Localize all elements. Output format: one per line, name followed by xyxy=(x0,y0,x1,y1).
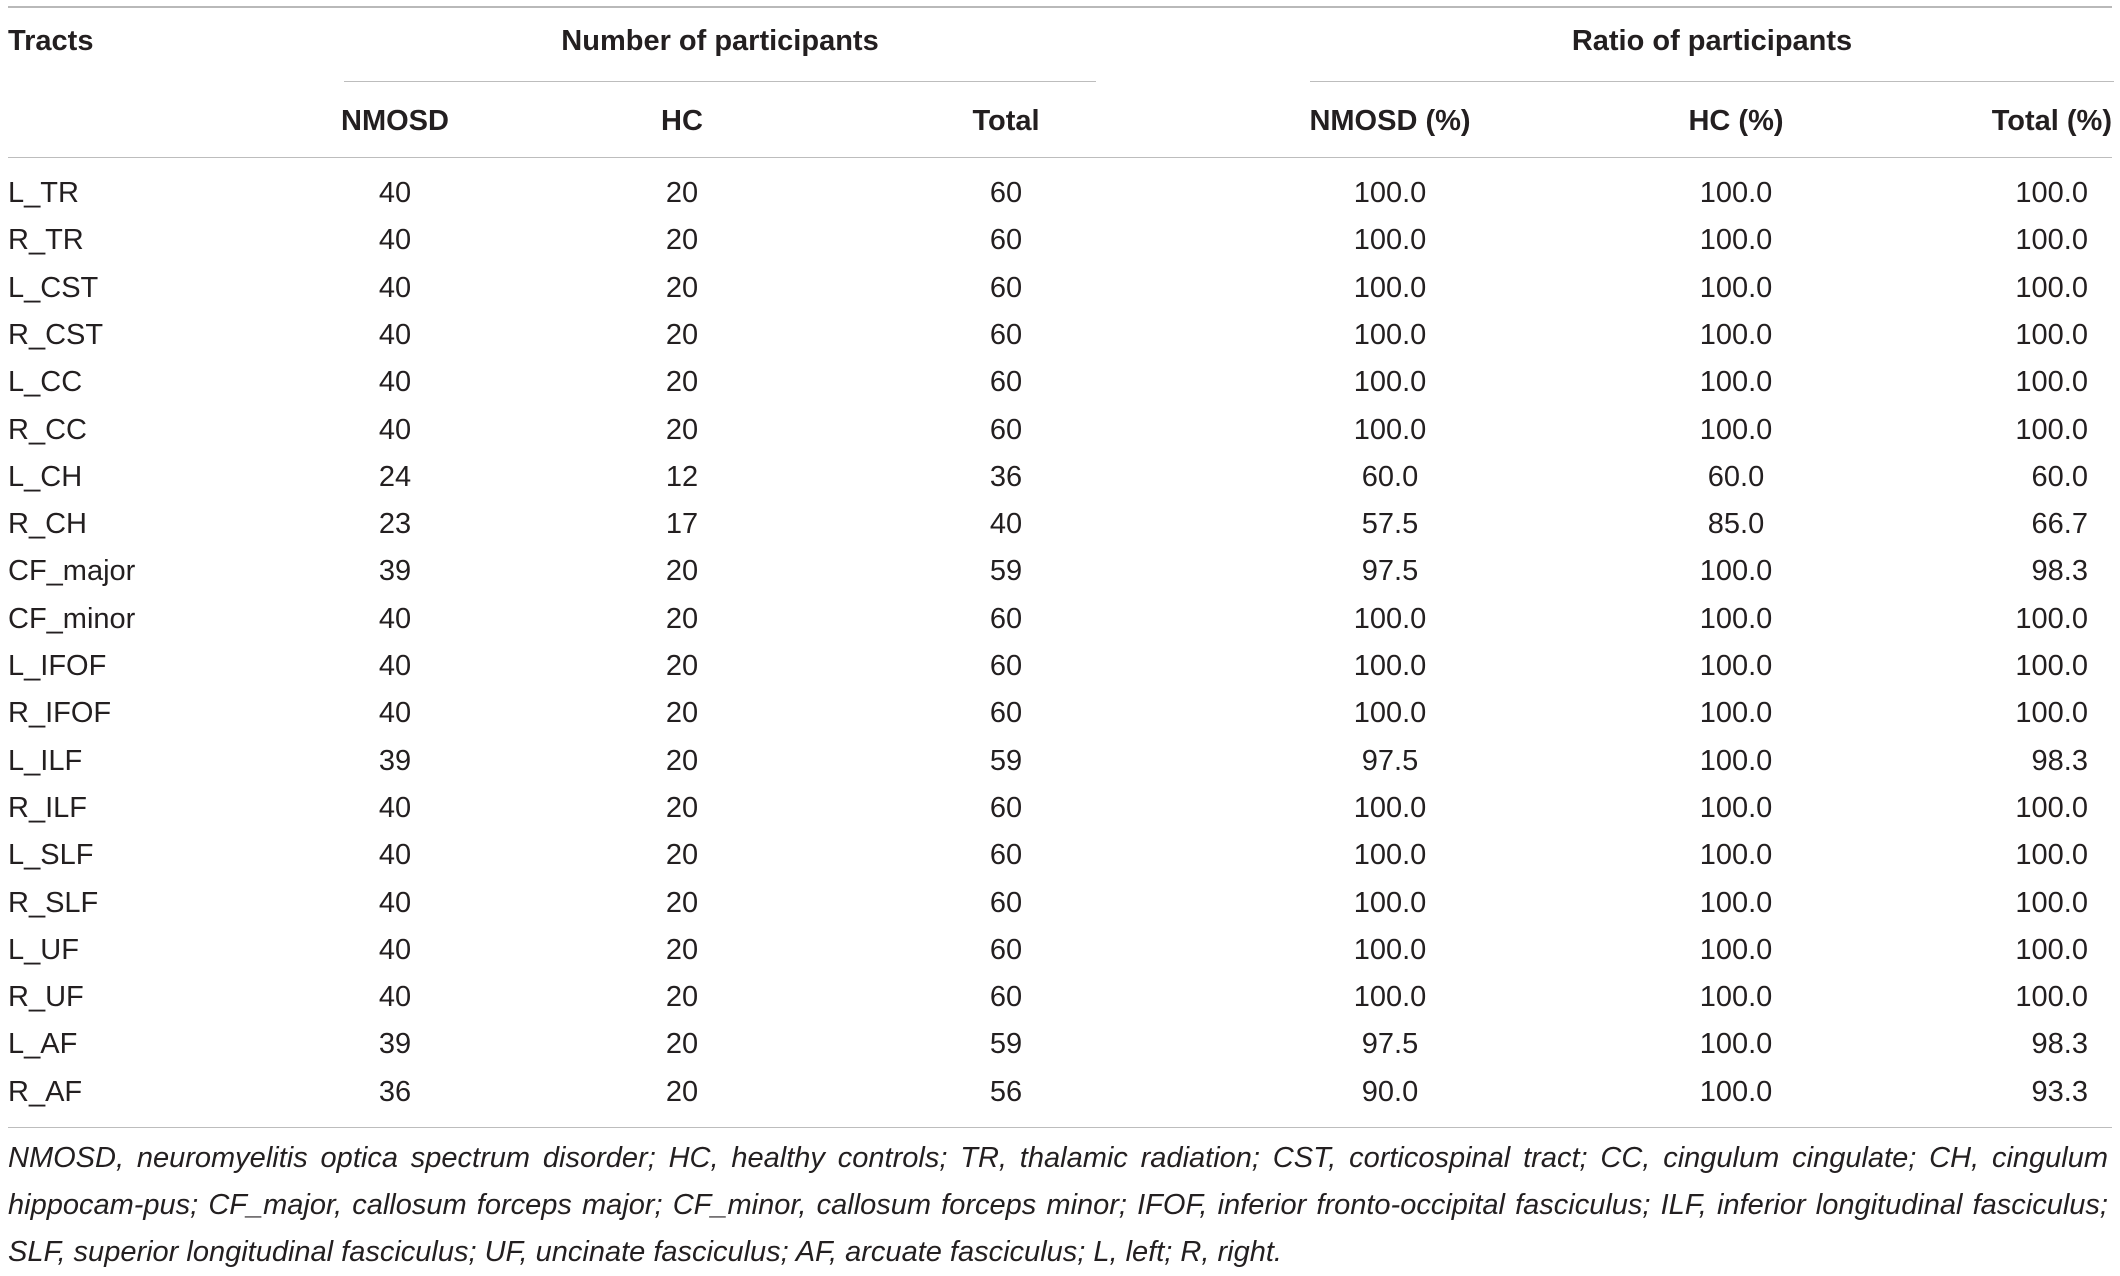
cell-nmosd-percent: 97.5 xyxy=(1361,555,1419,587)
cell-nmosd: 40 xyxy=(378,650,412,682)
cell-tract: CF_major xyxy=(8,555,136,587)
cell-nmosd-percent: 100.0 xyxy=(1353,224,1427,256)
cell-tract: R_AF xyxy=(8,1076,83,1108)
cell-hc: 20 xyxy=(665,1028,699,1060)
cell-tract: R_IFOF xyxy=(8,697,112,729)
header-number-of-participants: Number of participants xyxy=(561,25,879,57)
cell-total-percent: 100.0 xyxy=(2015,414,2088,446)
cell-total-percent: 66.7 xyxy=(2031,508,2088,540)
cell-nmosd: 40 xyxy=(378,272,412,304)
cell-nmosd: 40 xyxy=(378,981,412,1013)
cell-total: 36 xyxy=(989,461,1023,493)
cell-tract: R_ILF xyxy=(8,792,87,824)
cell-total-percent: 100.0 xyxy=(2015,697,2088,729)
cell-total: 60 xyxy=(989,792,1023,824)
cell-total-percent: 100.0 xyxy=(2015,366,2088,398)
header-total-percent: Total (%) xyxy=(1991,105,2112,137)
cell-hc: 20 xyxy=(665,366,699,398)
header-hc-percent: HC (%) xyxy=(1688,105,1784,137)
cell-hc-percent: 100.0 xyxy=(1699,272,1773,304)
cell-hc: 20 xyxy=(665,555,699,587)
cell-nmosd-percent: 100.0 xyxy=(1353,792,1427,824)
cell-nmosd-percent: 100.0 xyxy=(1353,414,1427,446)
cell-hc-percent: 100.0 xyxy=(1699,697,1773,729)
cell-hc: 20 xyxy=(665,697,699,729)
cell-nmosd: 40 xyxy=(378,319,412,351)
cell-total: 60 xyxy=(989,224,1023,256)
cell-hc-percent: 100.0 xyxy=(1699,366,1773,398)
cell-total: 59 xyxy=(989,1028,1023,1060)
table-bottom-rule xyxy=(8,1127,2112,1128)
cell-tract: R_CST xyxy=(8,319,104,351)
cell-total-percent: 100.0 xyxy=(2015,319,2088,351)
cell-tract: L_CC xyxy=(8,366,83,398)
cell-total-percent: 100.0 xyxy=(2015,224,2088,256)
cell-nmosd: 40 xyxy=(378,177,412,209)
cell-tract: CF_minor xyxy=(8,603,136,635)
cell-total-percent: 98.3 xyxy=(2031,555,2088,587)
cell-hc: 20 xyxy=(665,177,699,209)
cell-total-percent: 100.0 xyxy=(2015,603,2088,635)
cell-total-percent: 60.0 xyxy=(2031,461,2088,493)
cell-hc: 12 xyxy=(665,461,699,493)
cell-nmosd-percent: 100.0 xyxy=(1353,366,1427,398)
cell-nmosd-percent: 57.5 xyxy=(1361,508,1419,540)
cell-tract: L_UF xyxy=(8,934,79,966)
cell-total-percent: 100.0 xyxy=(2015,650,2088,682)
cell-hc: 20 xyxy=(665,603,699,635)
cell-nmosd: 40 xyxy=(378,224,412,256)
cell-total: 60 xyxy=(989,603,1023,635)
cell-nmosd-percent: 100.0 xyxy=(1353,177,1427,209)
cell-nmosd: 40 xyxy=(378,414,412,446)
cell-tract: L_CST xyxy=(8,272,99,304)
cell-hc-percent: 100.0 xyxy=(1699,745,1773,777)
cell-nmosd: 40 xyxy=(378,934,412,966)
cell-nmosd-percent: 90.0 xyxy=(1361,1076,1419,1108)
header-total: Total xyxy=(972,105,1040,137)
cell-nmosd-percent: 100.0 xyxy=(1353,887,1427,919)
cell-hc-percent: 100.0 xyxy=(1699,650,1773,682)
cell-total: 60 xyxy=(989,177,1023,209)
cell-hc-percent: 100.0 xyxy=(1699,319,1773,351)
cell-hc: 20 xyxy=(665,319,699,351)
cell-total-percent: 100.0 xyxy=(2015,934,2088,966)
cell-nmosd-percent: 100.0 xyxy=(1353,319,1427,351)
cell-nmosd-percent: 100.0 xyxy=(1353,650,1427,682)
cell-tract: R_SLF xyxy=(8,887,99,919)
cell-nmosd-percent: 100.0 xyxy=(1353,981,1427,1013)
cell-tract: L_SLF xyxy=(8,839,94,871)
cell-total: 40 xyxy=(989,508,1023,540)
header-nmosd: NMOSD xyxy=(341,105,449,137)
cell-hc: 20 xyxy=(665,934,699,966)
cell-tract: R_CH xyxy=(8,508,87,540)
cell-total: 60 xyxy=(989,366,1023,398)
header-nmosd-percent: NMOSD (%) xyxy=(1309,105,1471,137)
cell-nmosd: 40 xyxy=(378,603,412,635)
cell-tract: R_TR xyxy=(8,224,84,256)
cell-nmosd: 36 xyxy=(378,1076,412,1108)
cell-total: 60 xyxy=(989,981,1023,1013)
cell-hc: 20 xyxy=(665,650,699,682)
group-rule-number xyxy=(344,81,1096,82)
cell-total-percent: 93.3 xyxy=(2031,1076,2088,1108)
cell-hc-percent: 85.0 xyxy=(1707,508,1765,540)
cell-hc-percent: 100.0 xyxy=(1699,887,1773,919)
cell-nmosd: 40 xyxy=(378,366,412,398)
cell-nmosd-percent: 60.0 xyxy=(1361,461,1419,493)
header-ratio-of-participants: Ratio of participants xyxy=(1571,25,1853,57)
header-hc: HC xyxy=(661,105,703,137)
cell-total: 60 xyxy=(989,272,1023,304)
cell-tract: L_TR xyxy=(8,177,79,209)
cell-tract: L_IFOF xyxy=(8,650,107,682)
cell-total: 60 xyxy=(989,887,1023,919)
cell-hc: 20 xyxy=(665,887,699,919)
cell-total: 60 xyxy=(989,697,1023,729)
cell-hc: 17 xyxy=(665,508,699,540)
cell-hc: 20 xyxy=(665,745,699,777)
cell-hc: 20 xyxy=(665,272,699,304)
cell-hc-percent: 100.0 xyxy=(1699,934,1773,966)
cell-nmosd: 40 xyxy=(378,697,412,729)
header-tracts: Tracts xyxy=(8,25,94,57)
cell-total-percent: 100.0 xyxy=(2015,839,2088,871)
cell-total-percent: 100.0 xyxy=(2015,177,2088,209)
cell-hc-percent: 100.0 xyxy=(1699,1076,1773,1108)
cell-tract: L_CH xyxy=(8,461,83,493)
cell-hc-percent: 100.0 xyxy=(1699,981,1773,1013)
cell-nmosd-percent: 100.0 xyxy=(1353,934,1427,966)
cell-total: 60 xyxy=(989,650,1023,682)
cell-nmosd-percent: 100.0 xyxy=(1353,272,1427,304)
cell-total-percent: 98.3 xyxy=(2031,745,2088,777)
cell-hc: 20 xyxy=(665,981,699,1013)
cell-total: 60 xyxy=(989,319,1023,351)
cell-hc-percent: 100.0 xyxy=(1699,555,1773,587)
cell-nmosd-percent: 97.5 xyxy=(1361,1028,1419,1060)
header-bottom-rule xyxy=(8,157,2112,158)
top-rule xyxy=(8,6,2112,8)
cell-nmosd: 23 xyxy=(378,508,412,540)
cell-hc-percent: 100.0 xyxy=(1699,414,1773,446)
cell-total: 59 xyxy=(989,555,1023,587)
cell-hc: 20 xyxy=(665,224,699,256)
cell-nmosd: 39 xyxy=(378,555,412,587)
cell-hc-percent: 100.0 xyxy=(1699,177,1773,209)
cell-hc-percent: 100.0 xyxy=(1699,224,1773,256)
cell-nmosd: 24 xyxy=(378,461,412,493)
cell-tract: R_UF xyxy=(8,981,84,1013)
cell-nmosd: 40 xyxy=(378,887,412,919)
cell-hc: 20 xyxy=(665,1076,699,1108)
cell-tract: L_AF xyxy=(8,1028,78,1060)
cell-hc-percent: 100.0 xyxy=(1699,603,1773,635)
cell-total-percent: 98.3 xyxy=(2031,1028,2088,1060)
group-rule-ratio xyxy=(1310,81,2114,82)
cell-total: 60 xyxy=(989,934,1023,966)
cell-hc-percent: 100.0 xyxy=(1699,792,1773,824)
cell-nmosd: 40 xyxy=(378,839,412,871)
cell-hc: 20 xyxy=(665,839,699,871)
cell-tract: L_ILF xyxy=(8,745,83,777)
cell-nmosd-percent: 97.5 xyxy=(1361,745,1419,777)
cell-total-percent: 100.0 xyxy=(2015,887,2088,919)
cell-total: 56 xyxy=(989,1076,1023,1108)
cell-hc-percent: 100.0 xyxy=(1699,839,1773,871)
cell-total-percent: 100.0 xyxy=(2015,981,2088,1013)
cell-nmosd: 39 xyxy=(378,745,412,777)
cell-hc-percent: 100.0 xyxy=(1699,1028,1773,1060)
cell-total: 59 xyxy=(989,745,1023,777)
cell-nmosd-percent: 100.0 xyxy=(1353,697,1427,729)
cell-nmosd: 39 xyxy=(378,1028,412,1060)
cell-hc: 20 xyxy=(665,414,699,446)
cell-nmosd-percent: 100.0 xyxy=(1353,839,1427,871)
cell-total: 60 xyxy=(989,414,1023,446)
cell-total-percent: 100.0 xyxy=(2015,272,2088,304)
cell-nmosd: 40 xyxy=(378,792,412,824)
table-footnote: NMOSD, neuromyelitis optica spectrum disorder; HC, healthy controls; TR, thalamic radiation; CST, corticospinal tract; CC, cingulum cingulate; CH, cingulum hippocam-pus; CF_major, callosum forceps major; CF_minor, callosum forceps minor; IFOF, inferior fronto-occipital fasciculus; ILF, inferior longitudinal fasciculus; SLF, superior longitudinal fasciculus; UF, uncinate fasciculus; AF, arcuate fasciculus; L, left; R, right. xyxy=(8,1142,2108,1268)
cell-nmosd-percent: 100.0 xyxy=(1353,603,1427,635)
cell-tract: R_CC xyxy=(8,414,87,446)
cell-hc-percent: 60.0 xyxy=(1707,461,1765,493)
cell-hc: 20 xyxy=(665,792,699,824)
cell-total-percent: 100.0 xyxy=(2015,792,2088,824)
cell-total: 60 xyxy=(989,839,1023,871)
